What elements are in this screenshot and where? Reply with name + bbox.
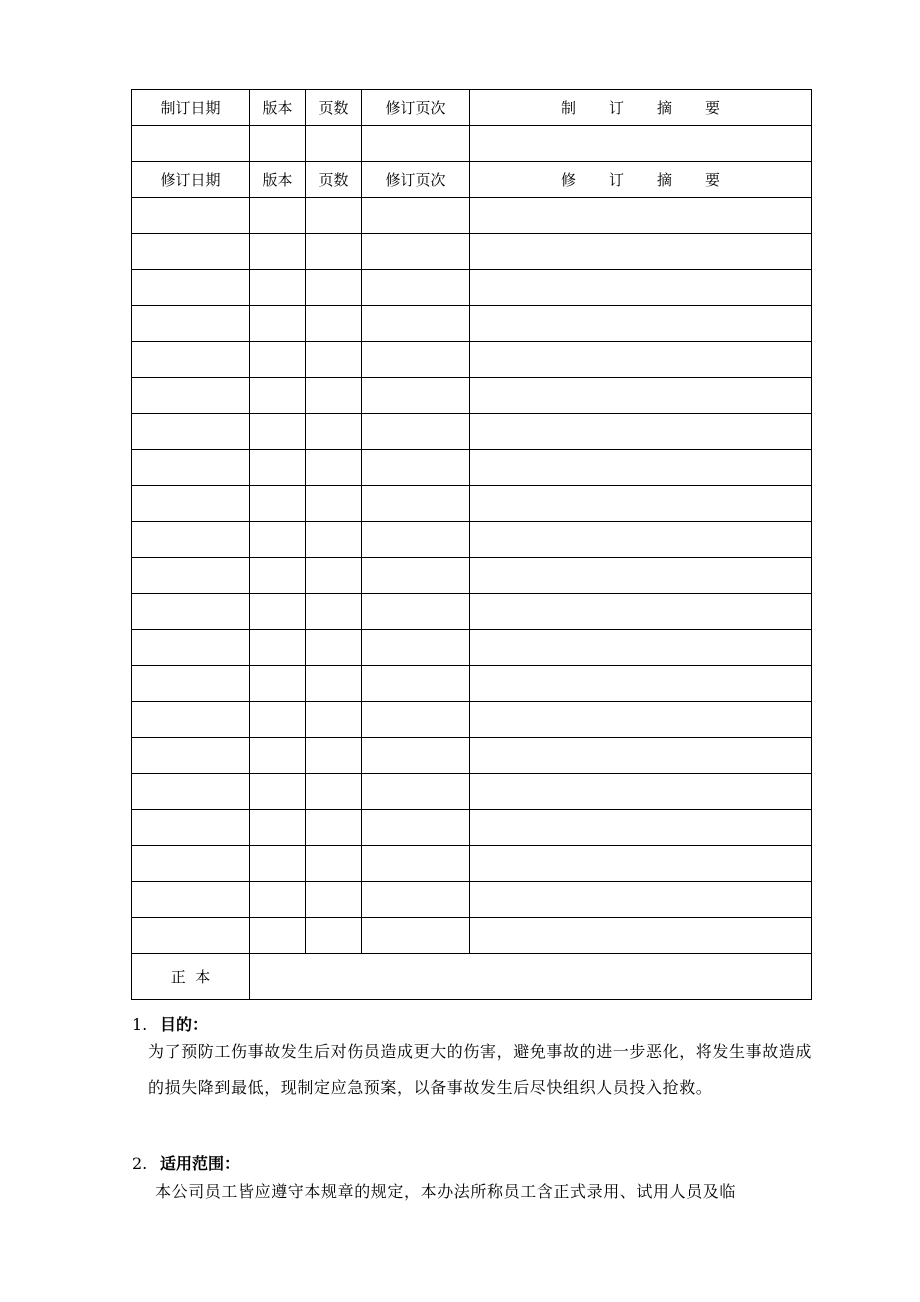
- header-cell: 修订页次: [362, 162, 470, 198]
- table-header-row: [132, 90, 812, 126]
- table-row: [132, 342, 812, 378]
- table-row: [132, 738, 812, 774]
- table-row: [132, 630, 812, 666]
- header-cell: 页数: [306, 90, 362, 126]
- header-cell: 制订日期: [132, 90, 250, 126]
- table-row: [132, 918, 812, 954]
- header-summary-cell: 修 订 摘 要: [470, 162, 812, 198]
- header-cell: 页数: [306, 162, 362, 198]
- table-row: [132, 882, 812, 918]
- original-copy-row: [132, 954, 812, 1000]
- table-row: [132, 774, 812, 810]
- table-row: [132, 450, 812, 486]
- table-row: [132, 306, 812, 342]
- header-cell: 版本: [250, 90, 306, 126]
- table-row: [132, 198, 812, 234]
- table-row: [132, 846, 812, 882]
- table-row: [132, 126, 812, 162]
- table-row: [132, 414, 812, 450]
- section-1-heading: 1. 目的：: [132, 1015, 209, 1034]
- header-cell: 修订页次: [362, 90, 470, 126]
- original-copy-label: 正 本: [132, 954, 250, 1000]
- revision-table: [131, 89, 812, 1000]
- table-row: [132, 486, 812, 522]
- table-row: [132, 234, 812, 270]
- section-2-heading: 2. 适用范围：: [132, 1154, 241, 1173]
- section-2-text: 本公司员工皆应遵守本规章的规定，本办法所称员工含正式录用、试用人员及临: [155, 1182, 737, 1201]
- header-cell: 修订日期: [132, 162, 250, 198]
- section-1-text: 为了预防工伤事故发生后对伤员造成更大的伤害，避免事故的进一步恶化，将发生事故造成的损失降到最低，现制定应急预案，以备事故发生后尽快组织人员投入抢救。: [148, 1042, 813, 1097]
- table-row: [132, 702, 812, 738]
- table-row: [132, 558, 812, 594]
- header-summary-cell: 制 订 摘 要: [470, 90, 812, 126]
- table-row: [132, 378, 812, 414]
- header-cell: 版本: [250, 162, 306, 198]
- table-row: [132, 594, 812, 630]
- table-row: [132, 810, 812, 846]
- table-row: [132, 522, 812, 558]
- table-row: [132, 666, 812, 702]
- table-header-row: [132, 162, 812, 198]
- table-row: [132, 270, 812, 306]
